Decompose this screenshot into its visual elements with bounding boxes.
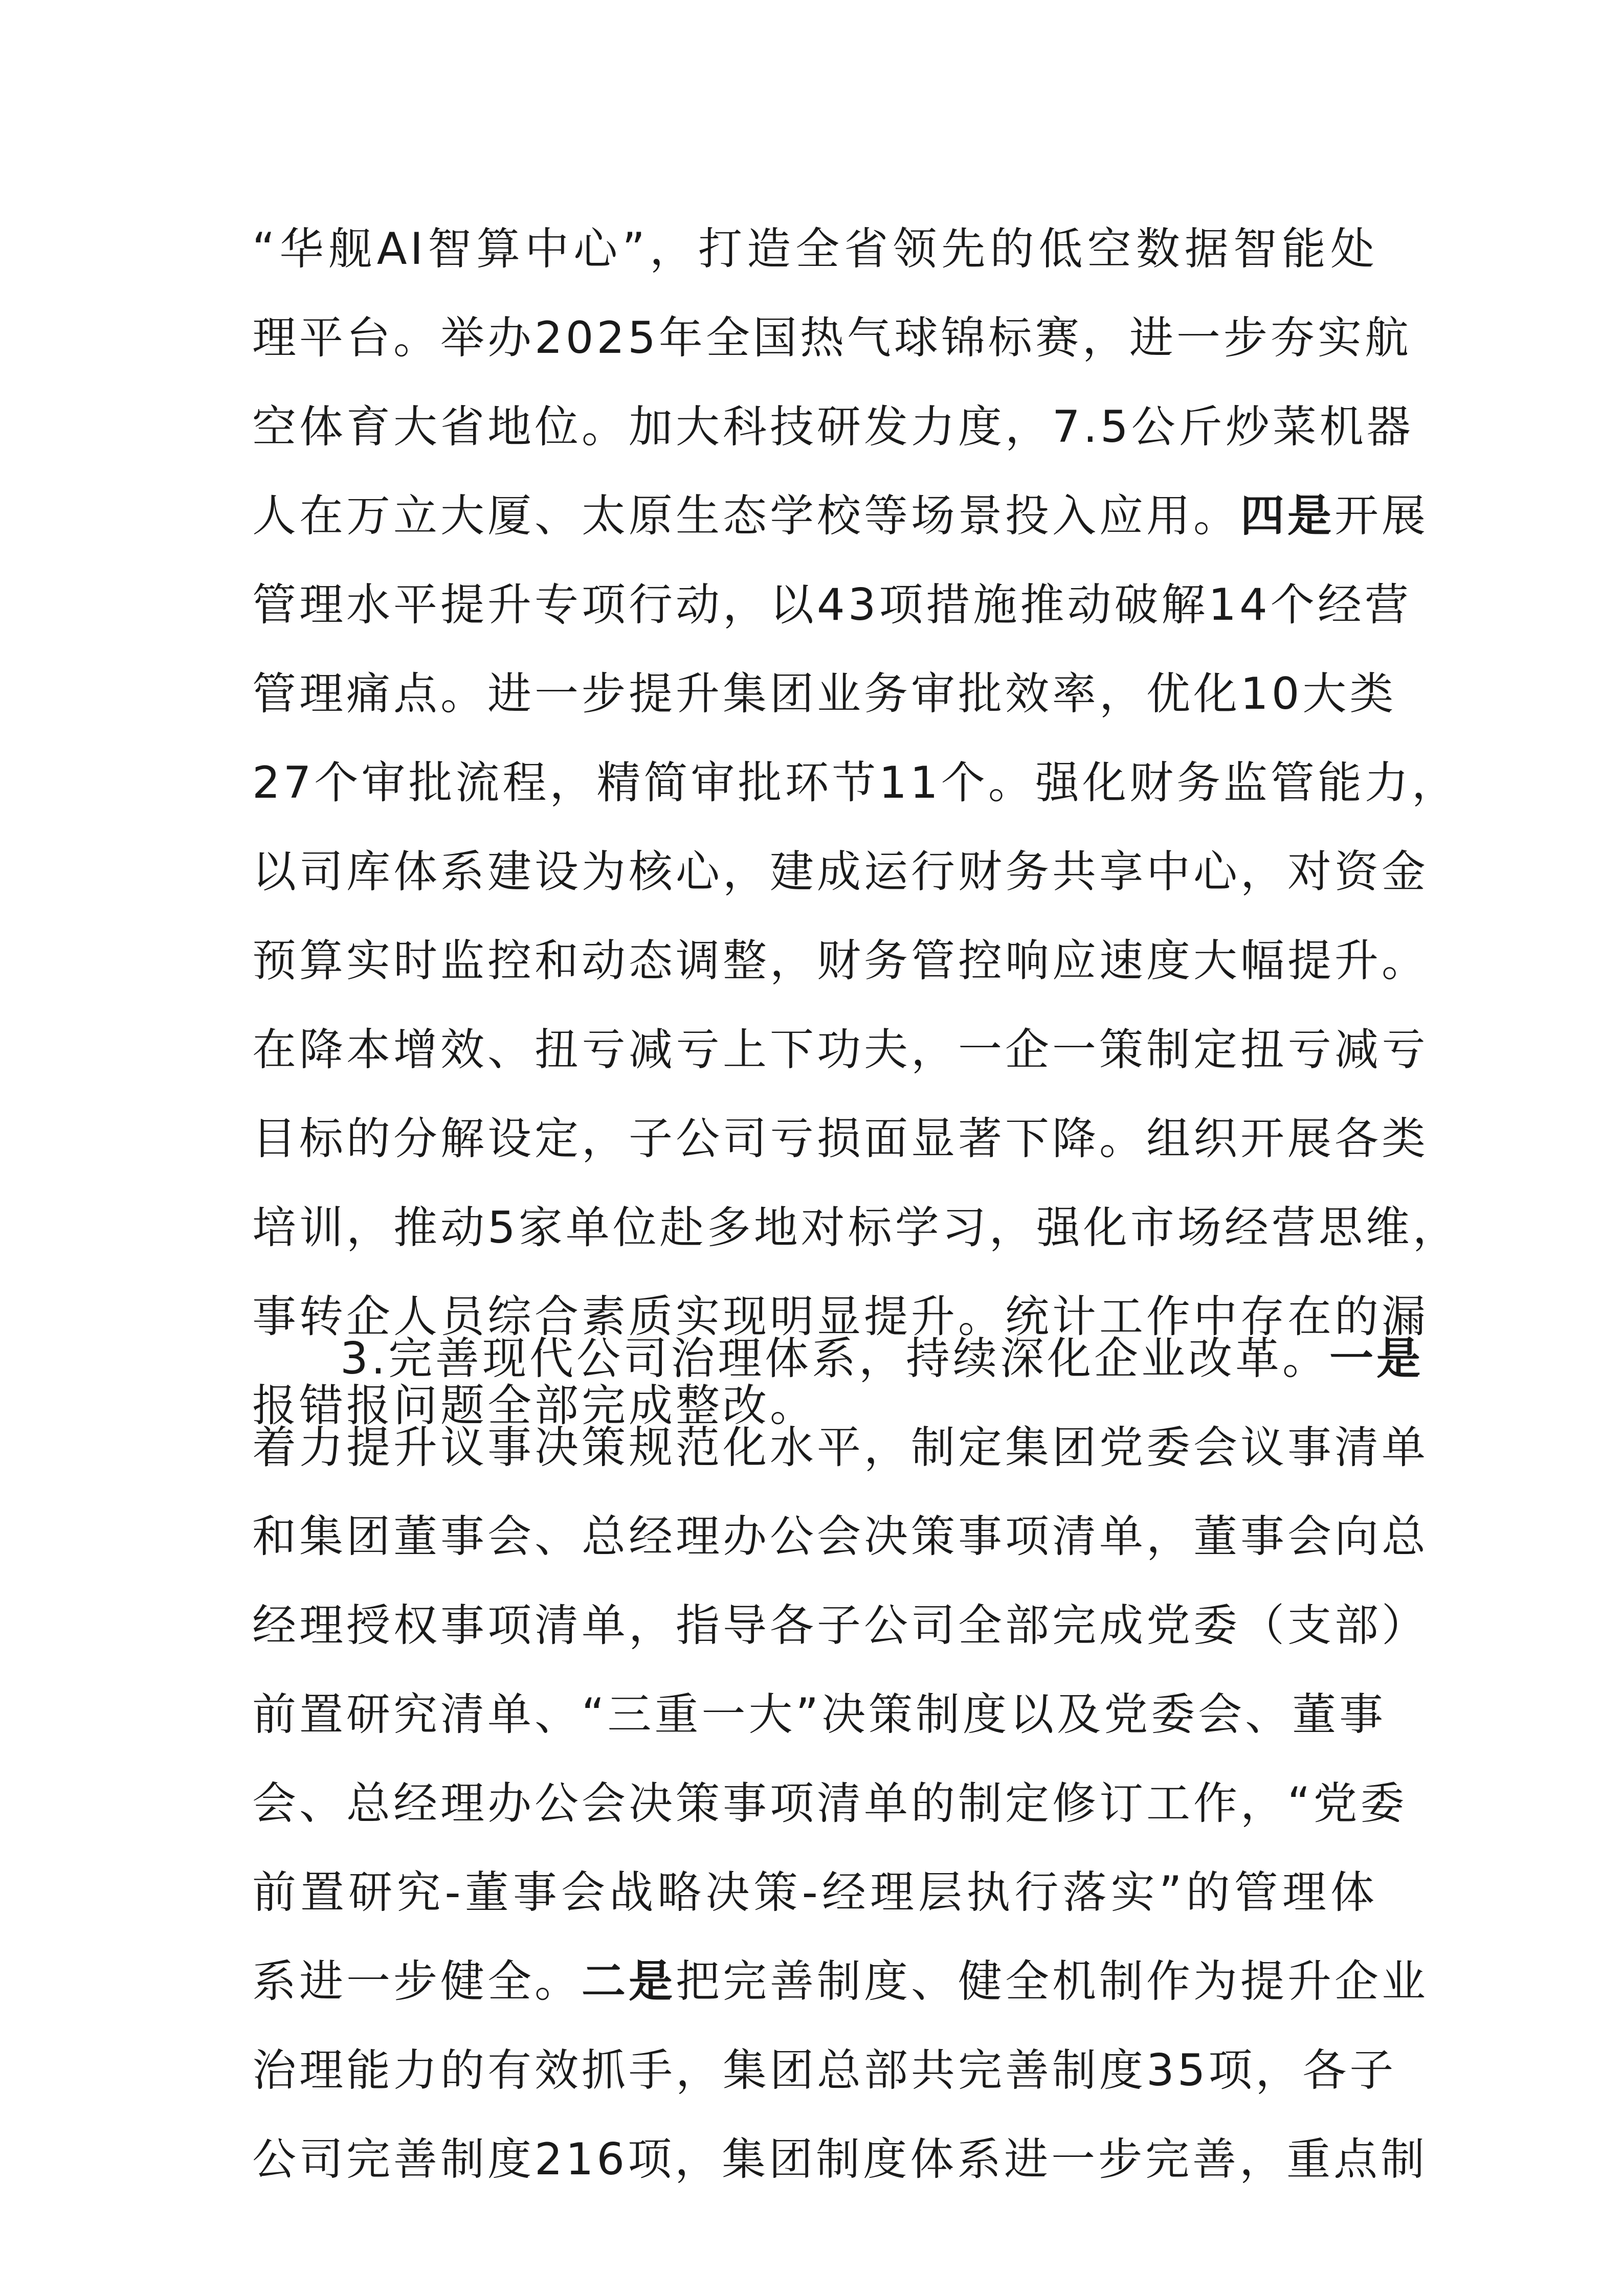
text-segment: 理平台。举办2025年全国热气球锦标赛，进一步夯实航 — [252, 312, 1412, 364]
text-segment: 预算实时监控和动态调整，财务管控响应速度大幅提升。 — [252, 935, 1429, 986]
text-line — [252, 1670, 1387, 1759]
text-line — [252, 1759, 1408, 1848]
text-segment: 经理授权事项清单，指导各子公司全部完成党委（支部） — [252, 1600, 1429, 1651]
text-line — [252, 382, 1414, 471]
text-segment: “华舰AI智算中心”，打造全省领先的低空数据智能处 — [252, 223, 1377, 275]
text-segment: 在降本增效、扭亏减亏上下功夫，一企一策制定扭亏减亏 — [252, 1024, 1429, 1075]
text-segment: 前置研究-董事会战略决策-经理层执行落实”的管理体 — [252, 1867, 1377, 1918]
text-segment: 以司库体系建设为核心，建成运行财务共享中心，对资金 — [252, 846, 1429, 897]
text-segment: 27个审批流程，精简审批环节11个。强化财务监管能力， — [252, 757, 1459, 808]
text-line — [252, 1314, 1424, 1403]
text-line — [252, 560, 1412, 649]
text-segment: 3.完善现代公司治理体系，持续深化企业改革。 — [340, 1333, 1330, 1384]
text-segment: 管理痛点。进一步提升集团业务审批效率，优化10大类 — [252, 668, 1397, 719]
text-segment: 和集团董事会、总经理办公会决策事项清单，董事会向总 — [252, 1511, 1429, 1562]
text-segment: 报错报问题全部完成整改。 — [252, 1380, 817, 1431]
text-line — [252, 738, 1459, 827]
text-line — [252, 916, 1429, 1005]
text-segment: 着力提升议事决策规范化水平，制定集团党委会议事清单 — [252, 1422, 1429, 1473]
text-line — [252, 2115, 1428, 2204]
text-line — [252, 1094, 1429, 1183]
text-line — [252, 1403, 1429, 1492]
text-line — [252, 827, 1429, 916]
bold-text: 二是 — [582, 1956, 676, 2007]
text-segment: 培训，推动5家单位赴多地对标学习，强化市场经营思维， — [252, 1202, 1460, 1253]
text-line — [252, 1848, 1377, 1937]
text-line — [252, 1492, 1429, 1581]
text-line — [252, 205, 1377, 294]
text-line — [252, 1183, 1460, 1272]
text-segment: 把完善制度、健全机制作为提升企业 — [676, 1956, 1429, 2007]
text-segment: 人在万立大厦、太原生态学校等场景投入应用。 — [252, 490, 1240, 542]
text-line — [252, 1581, 1429, 1670]
bold-text: 一是 — [1329, 1333, 1424, 1384]
text-segment: 事转企人员综合素质实现明显提升。统计工作中存在的漏 — [252, 1291, 1429, 1342]
text-segment: 目标的分解设定，子公司亏损面显著下降。组织开展各类 — [252, 1113, 1429, 1164]
text-line — [252, 649, 1397, 738]
bold-text: 四是 — [1240, 490, 1334, 542]
text-segment: 空体育大省地位。加大科技研发力度，7.5公斤炒菜机器 — [252, 401, 1414, 453]
text-line — [252, 294, 1412, 382]
text-segment: 治理能力的有效抓手，集团总部共完善制度35项，各子 — [252, 2045, 1397, 2096]
text-line — [252, 1005, 1429, 1094]
body-paragraph-1 — [252, 205, 1460, 1450]
text-segment: 系进一步健全。 — [252, 1956, 582, 2007]
text-segment: 会、总经理办公会决策事项清单的制定修订工作，“党委 — [252, 1778, 1408, 1829]
text-line — [252, 471, 1429, 560]
text-segment: 公司完善制度216项，集团制度体系进一步完善，重点制 — [252, 2134, 1428, 2185]
text-segment: 前置研究清单、“三重一大”决策制度以及党委会、董事 — [252, 1689, 1387, 1740]
text-line — [252, 2026, 1397, 2115]
text-line — [252, 1937, 1429, 2026]
body-paragraph-2 — [252, 1314, 1429, 2204]
text-segment: 开展 — [1334, 490, 1429, 542]
text-segment: 管理水平提升专项行动，以43项措施推动破解14个经营 — [252, 579, 1412, 631]
